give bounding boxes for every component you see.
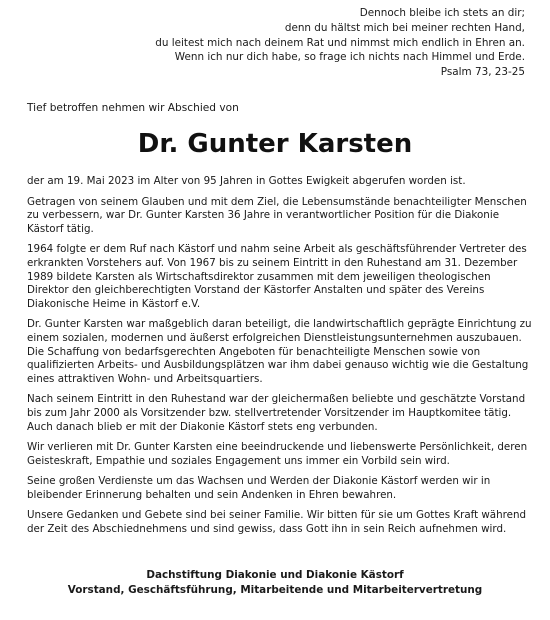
psalm-quote	[55, 6, 525, 80]
psalm-line: Wenn ich nur dich habe, so frage ich nichts nach Himmel und Erde.	[174, 51, 525, 64]
intro-text: Tief betroffen nehmen wir Abschied von	[27, 102, 239, 114]
paragraph: Unsere Gedanken und Gebete sind bei seiner Familie. Wir bitten für sie um Gottes Kraft während der Zeit des Abschiednehmens und sind gewiss, dass Gott ihn in sein Reich aufnehmen wird.	[27, 509, 527, 536]
psalm-line: Dennoch bleibe ich stets an dir;	[359, 7, 525, 19]
psalm-line: du leitest mich nach deinem Rat und nimmst mich endlich in Ehren an.	[155, 36, 525, 49]
signature-organization: Dachstiftung Diakonie und Diakonie Kästorf	[146, 569, 404, 581]
paragraph: 1964 folgte er dem Ruf nach Kästorf und nahm seine Arbeit als geschäftsführender Vertreter des erkrankten Vorstehers auf. Von 1967 bis zu seinem Eintritt in den Ruhestand am 31. Dezember 1989 bildete Karsten als Wirtschaftsdirektor zusammen mit dem jeweiligen theologischen Direktor den gleichberechtigten Vorstand der Kästorfer Anstalten und später des Vereins Diakonische Heime in Kästorf e.V.	[27, 243, 527, 310]
paragraph: Wir verlieren mit Dr. Gunter Karsten eine beeindruckende und liebenswerte Persönlichkeit, deren Geisteskraft, Empathie und soziales Engagement uns immer ein Vorbild sein wird.	[27, 441, 528, 467]
psalm-line: denn du hältst mich bei meiner rechten Hand,	[284, 21, 525, 34]
paragraph: Dr. Gunter Karsten war maßgeblich daran beteiligt, die landwirtschaftlich geprägte Einrichtung zu einem sozialen, modernen und äußerst erfolgreichen Dienstleistungsunternehmen auszubauen. Die Schaffung von bedarfsgerechten Angeboten für benachteiligte Menschen sowie von qualifizierten Arbeits- und Ausbildungsplätzen war ihm dabei genauso wichtig wie die Gestaltung eines attraktiven Wohn- und Arbeitsquartiers.	[27, 318, 532, 385]
paragraph: der am 19. Mai 2023 im Alter von 95 Jahren in Gottes Ewigkeit abgerufen worden ist.	[27, 175, 466, 187]
psalm-reference: Psalm 73, 23-25	[440, 66, 525, 79]
paragraph: Getragen von seinem Glauben und mit dem Ziel, die Lebensumstände benachteiligter Menschen zu verbessern, war Dr. Gunter Karsten 36 Jahre in verantwortlicher Position für die Diakonie Kästorf tätig.	[27, 195, 527, 235]
signature-bodies: Vorstand, Geschäftsführung, Mitarbeitende und Mitarbeitervertretung	[67, 584, 483, 596]
deceased-name: Dr. Gunter Karsten	[137, 129, 413, 159]
paragraph: Seine großen Verdienste um das Wachsen und Werden der Diakonie Kästorf werden wir in bleibender Erinnerung behalten und sein Andenken in Ehren bewahren.	[27, 475, 491, 501]
signature-block	[0, 568, 550, 598]
paragraph: Nach seinem Eintritt in den Ruhestand war der gleichermaßen beliebte und geschätzte Vorstand bis zum Jahr 2000 als Vorsitzender bzw. stellvertretender Vorsitzender im Hauptkomitee tätig. Auch danach blieb er mit der Diakonie Kästorf stets eng verbunden.	[27, 393, 526, 433]
obituary-body	[27, 175, 532, 544]
